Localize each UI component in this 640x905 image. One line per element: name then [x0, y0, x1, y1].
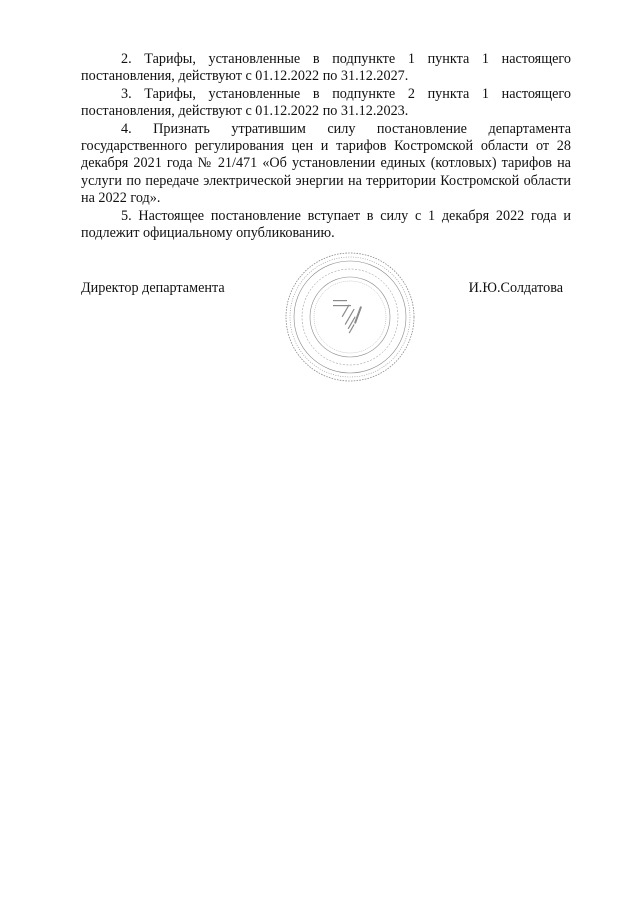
official-seal-icon — [283, 250, 417, 384]
paragraph-4: 4. Признать утратившим силу постановление департамента государственного регулирования цен и тарифов Костромской области от 28 декабря 2021 года № 21/471 «Об установлении единых (котловых) тарифов на услуги по передаче электрической энергии на территории Костромской области на 2022 год». — [81, 120, 571, 207]
paragraph-3: 3. Тарифы, установленные в подпункте 2 пункта 1 настоящего постановления, действуют с 01.12.2022 по 31.12.2023. — [81, 85, 571, 120]
paragraph-2: 2. Тарифы, установленные в подпункте 1 пункта 1 настоящего постановления, действуют с 01.12.2022 по 31.12.2027. — [81, 51, 571, 85]
signatory-name: И.Ю.Солдатова — [468, 280, 563, 296]
document-body — [81, 51, 571, 242]
signatory-position: Директор департамента — [81, 280, 225, 296]
paragraph-5: 5. Настоящее постановление вступает в силу с 1 декабря 2022 года и подлежит официальному опубликованию. — [81, 207, 571, 242]
